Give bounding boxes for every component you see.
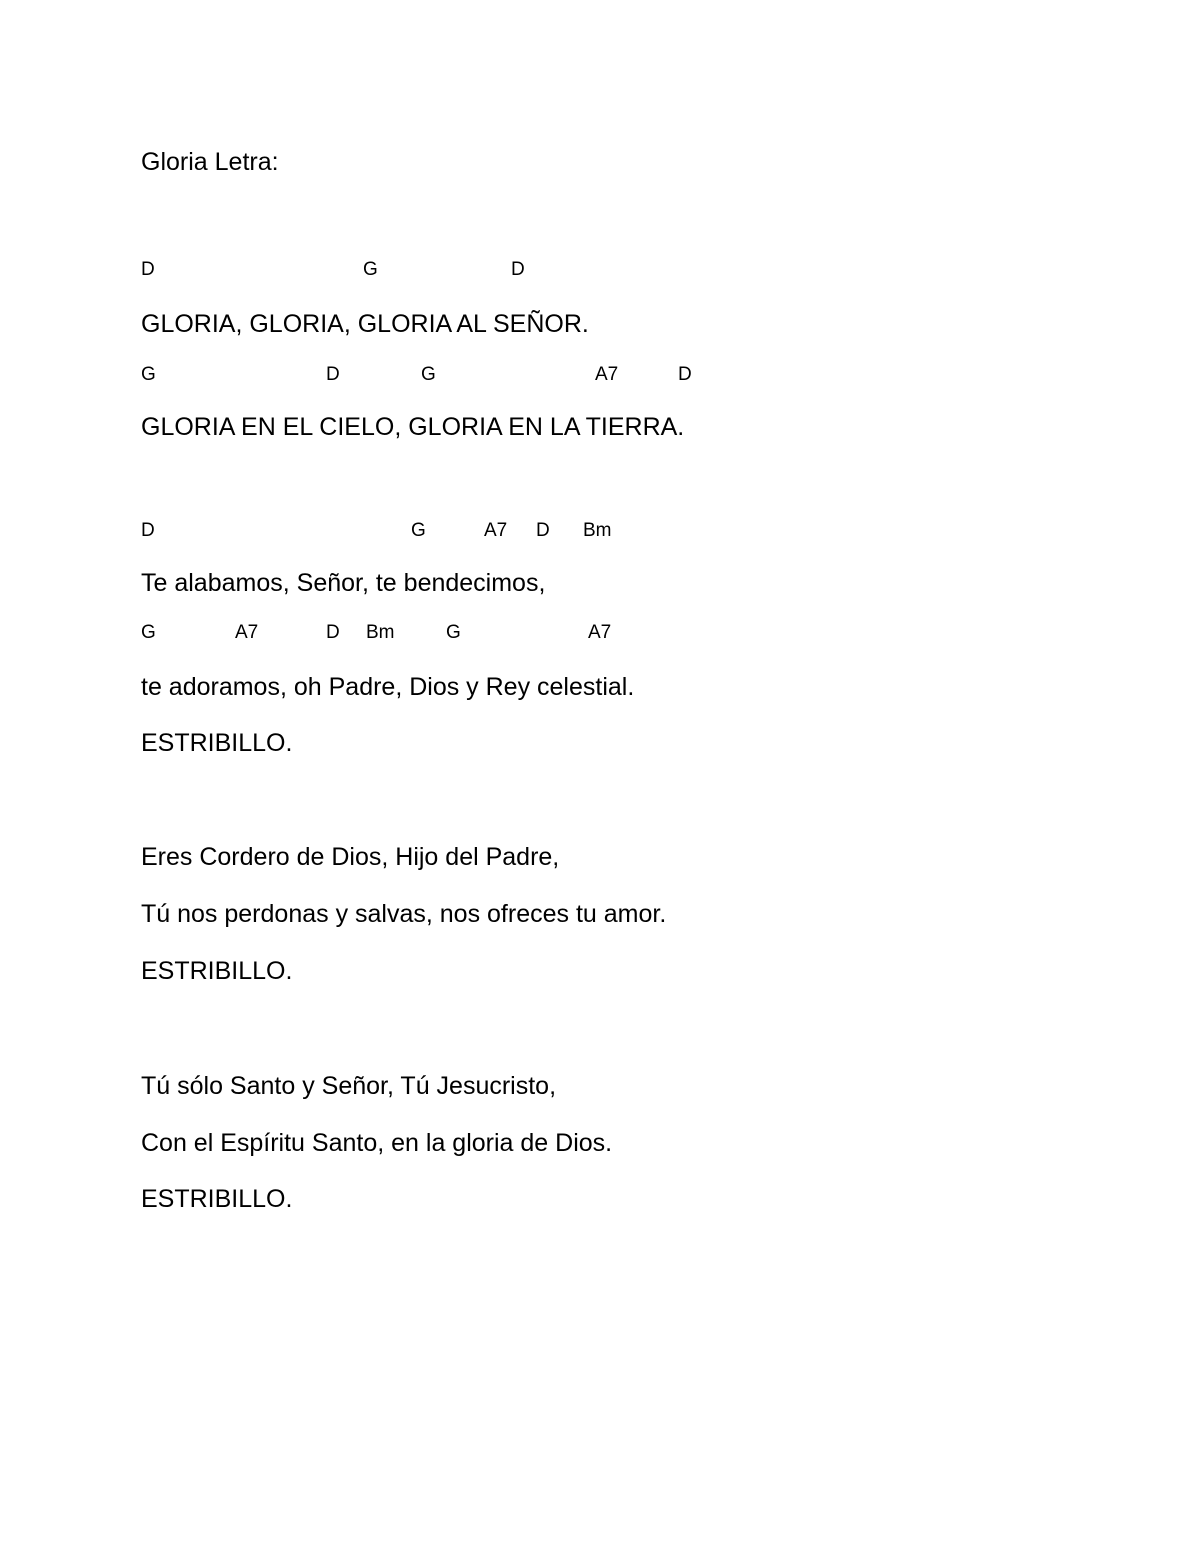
chord: A7 — [588, 622, 612, 643]
chord: Bm — [366, 622, 395, 643]
chord: G — [141, 622, 156, 643]
refrain-marker: ESTRIBILLO. — [141, 1185, 293, 1213]
chord: D — [511, 259, 525, 280]
document-title: Gloria Letra: — [141, 148, 279, 176]
chord-row — [0, 363, 1200, 387]
lyric-line: Eres Cordero de Dios, Hijo del Padre, — [141, 843, 560, 871]
lyric-line: Tú sólo Santo y Señor, Tú Jesucristo, — [141, 1072, 557, 1100]
lyric-line: Tú nos perdonas y salvas, nos ofreces tu amor. — [141, 900, 667, 928]
chord: G — [446, 622, 461, 643]
chord: D — [678, 364, 692, 385]
chord: D — [326, 364, 340, 385]
refrain-marker: ESTRIBILLO. — [141, 729, 293, 757]
chord: A7 — [484, 520, 508, 541]
lyric-line: te adoramos, oh Padre, Dios y Rey celestial. — [141, 673, 635, 701]
lyric-line: Te alabamos, Señor, te bendecimos, — [141, 569, 546, 597]
chord: A7 — [235, 622, 259, 643]
refrain-marker: ESTRIBILLO. — [141, 957, 293, 985]
chord: G — [411, 520, 426, 541]
lyric-line: GLORIA EN EL CIELO, GLORIA EN LA TIERRA. — [141, 413, 685, 441]
chord: D — [141, 520, 155, 541]
chord: Bm — [583, 520, 612, 541]
chord: G — [421, 364, 436, 385]
chord: D — [536, 520, 550, 541]
chord: D — [141, 259, 155, 280]
lyric-line: GLORIA, GLORIA, GLORIA AL SEÑOR. — [141, 310, 589, 338]
chord-row — [0, 258, 1200, 282]
lyric-line: Con el Espíritu Santo, en la gloria de Dios. — [141, 1129, 613, 1157]
chord: G — [141, 364, 156, 385]
chord: D — [326, 622, 340, 643]
chord-row — [0, 519, 1200, 543]
chord: A7 — [595, 364, 619, 385]
chord: G — [363, 259, 378, 280]
chord-row — [0, 621, 1200, 645]
